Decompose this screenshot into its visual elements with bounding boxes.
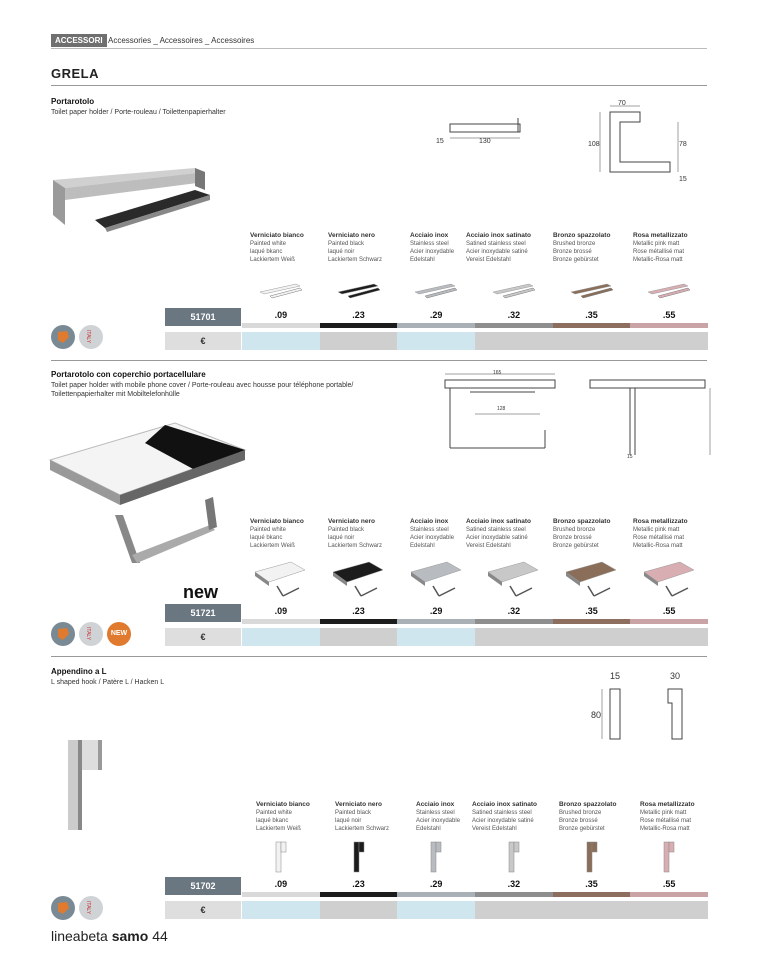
price-cell: .35 [585, 606, 598, 616]
price-row [242, 877, 708, 919]
price-cell: .29 [429, 310, 443, 320]
finish-color-bar [320, 323, 398, 328]
euro-label: € [165, 332, 241, 350]
price-cell: .23 [352, 606, 365, 616]
product-code: 51702 [165, 877, 241, 895]
euro-price-cell [475, 332, 553, 350]
dim-p1-c: 70 [618, 100, 626, 107]
price-cell: .32 [507, 310, 521, 320]
new-label: new [183, 582, 219, 602]
product-code: 51721 [165, 604, 241, 622]
product-2-subtitle-2: Toilettenpapierhalter mit Mobiltelefonhülle [51, 391, 180, 398]
finish-color-bar [320, 892, 398, 897]
euro-price-cell [475, 901, 553, 919]
header-divider [51, 48, 707, 49]
finish-thumbnail [489, 280, 539, 300]
finish-thumbnail [409, 560, 464, 600]
product-3-finish-thumbnails [242, 840, 708, 875]
badges [51, 325, 103, 349]
price-cell: .55 [662, 879, 676, 889]
euro-price-cell [397, 901, 475, 919]
italy-icon: ITALY [79, 896, 103, 920]
finish-thumbnail [334, 280, 384, 300]
price-cell: .55 [662, 310, 676, 320]
euro-price-cell [242, 628, 320, 646]
section-subtitle: Accessories _ Accessoires _ Accessoires [108, 36, 255, 45]
finish-header: Acciaio inox Stainless steel Acier inoxydable Edelstahl [410, 518, 455, 549]
product-2-finish-thumbnails [242, 560, 708, 600]
map-icon [51, 325, 75, 349]
price-cell: .29 [429, 879, 443, 889]
finish-header: Acciaio inox Stainless steel Acier inoxydable Edelstahl [416, 801, 461, 832]
page-number: 44 [152, 928, 168, 944]
finish-header: Acciaio inox satinato Satined stainless steel Acier inoxydable satiné Vereist Edelstahl [472, 801, 538, 832]
section-divider [51, 656, 707, 657]
finish-color-bar [397, 619, 475, 624]
section-tag: ACCESSORI [51, 34, 107, 47]
euro-price-cell [397, 628, 475, 646]
product-2-dimension-drawing [425, 370, 715, 465]
finish-color-bar [475, 323, 553, 328]
dim-p1-e: 78 [679, 141, 687, 148]
euro-label: € [165, 628, 241, 646]
finish-header: Rosa metallizzato Metallic pink matt Rose métallisé mat Metallic-Rosa matt [633, 518, 688, 549]
finish-thumbnail [428, 840, 444, 874]
finish-color-bar [242, 619, 320, 624]
price-cell: .09 [274, 879, 288, 889]
price-cell: .32 [507, 606, 521, 616]
map-icon [51, 622, 75, 646]
price-cell: .35 [585, 879, 598, 889]
finish-thumbnail [411, 280, 461, 300]
finish-header: Bronzo spazzolato Brushed bronze Bronze brossé Bronze gebürstet [553, 518, 611, 549]
italy-icon: ITALY [79, 325, 103, 349]
dim-p1-f: 15 [679, 176, 687, 183]
finish-thumbnail [273, 840, 289, 874]
finish-thumbnail [564, 560, 619, 600]
price-cell: .23 [352, 310, 365, 320]
product-3-image [60, 735, 110, 835]
dim-p2-c: 15 [627, 454, 633, 460]
collection-divider [51, 85, 707, 86]
price-cell: .23 [352, 879, 365, 889]
product-1-dimension-drawing [430, 100, 710, 190]
product-2-title: Portarotolo con coperchio portacellulare [51, 370, 206, 379]
product-1-image [45, 160, 220, 235]
finish-header: Verniciato bianco Painted white laqué bkanc Lackiertem Weiß [250, 518, 304, 549]
euro-label: € [165, 901, 241, 919]
product-2-subtitle-1: Toilet paper holder with mobile phone cover / Porte-rouleau avec housse pour téléphone portable/ [51, 382, 354, 389]
finish-header: Verniciato bianco Painted white laqué bkanc Lackiertem Weiß [256, 801, 310, 832]
finish-thumbnail [584, 840, 600, 874]
euro-price-cell [242, 901, 320, 919]
euro-price-cell [630, 332, 708, 350]
euro-price-cell [630, 901, 708, 919]
price-row [242, 308, 708, 350]
finish-color-bar [242, 323, 320, 328]
dim-p1-b: 130 [479, 138, 491, 145]
product-3-title: Appendino a L [51, 667, 107, 676]
product-3-subtitle: L shaped hook / Patère L / Hacken L [51, 679, 165, 686]
map-icon [51, 896, 75, 920]
euro-price-cell [320, 901, 398, 919]
euro-price-cell [553, 628, 631, 646]
finish-header: Verniciato bianco Painted white laqué bkanc Lackiertem Weiß [250, 232, 304, 263]
euro-price-cell [320, 332, 398, 350]
price-cell: .35 [585, 310, 598, 320]
product-1-finish-thumbnails [242, 280, 708, 300]
price-cell: .32 [507, 879, 521, 889]
finish-header: Acciaio inox satinato Satined stainless steel Acier inoxydable satiné Vereist Edelstahl [466, 518, 532, 549]
dim-p3-c: 80 [591, 710, 602, 720]
euro-price-cell [397, 332, 475, 350]
price-cell: .09 [274, 606, 288, 616]
finish-header: Bronzo spazzolato Brushed bronze Bronze brossé Bronze gebürstet [553, 232, 611, 263]
product-code: 51701 [165, 308, 241, 326]
finish-color-bar [630, 619, 708, 624]
italy-icon: ITALY [79, 622, 103, 646]
product-2-image [45, 415, 255, 575]
finish-header: Verniciato nero Painted black laqué noir Lackiertem Schwarz [328, 518, 383, 549]
finish-color-bar [397, 892, 475, 897]
finish-color-bar [553, 323, 631, 328]
finish-thumbnail [644, 280, 694, 300]
euro-price-cell [475, 628, 553, 646]
badges [51, 622, 131, 646]
finish-header: Verniciato nero Painted black laqué noir Lackiertem Schwarz [335, 801, 390, 832]
euro-price-cell [553, 901, 631, 919]
section-divider [51, 360, 707, 361]
finish-color-bar [320, 619, 398, 624]
finish-color-bar [475, 619, 553, 624]
dim-p2-b: 128 [497, 406, 506, 412]
finish-header: Verniciato nero Painted black laqué noir Lackiertem Schwarz [328, 232, 383, 263]
euro-price-cell [242, 332, 320, 350]
finish-thumbnail [506, 840, 522, 874]
price-cell: .55 [662, 606, 676, 616]
finish-color-bar [630, 892, 708, 897]
finish-color-bar [553, 892, 631, 897]
new-badge: NEW [107, 622, 131, 646]
dim-p3-a: 15 [610, 671, 621, 681]
footer-brand: lineabeta samo 44 [51, 928, 168, 944]
euro-price-cell [553, 332, 631, 350]
finish-header: Bronzo spazzolato Brushed bronze Bronze brossé Bronze gebürstet [559, 801, 617, 832]
dim-p1-a: 15 [436, 138, 444, 145]
finish-color-bar [242, 892, 320, 897]
finish-color-bar [630, 323, 708, 328]
finish-thumbnail [253, 560, 308, 600]
finish-thumbnail [331, 560, 386, 600]
finish-thumbnail [351, 840, 367, 874]
collection-title: GRELA [51, 66, 99, 81]
euro-price-cell [320, 628, 398, 646]
finish-thumbnail [256, 280, 306, 300]
dim-p2-a: 165 [493, 370, 502, 376]
finish-thumbnail [661, 840, 677, 874]
finish-header: Rosa metallizzato Metallic pink matt Rose métallisé mat Metallic-Rosa matt [640, 801, 695, 832]
product-3-dimension-drawing [590, 675, 700, 745]
finish-header: Acciaio inox Stainless steel Acier inoxydable Edelstahl [410, 232, 455, 263]
finish-color-bar [553, 619, 631, 624]
finish-color-bar [475, 892, 553, 897]
dim-p3-b: 30 [670, 671, 681, 681]
price-cell: .29 [429, 606, 443, 616]
dim-p1-d: 108 [588, 141, 600, 148]
finish-thumbnail [642, 560, 697, 600]
finish-header: Acciaio inox satinato Satined stainless steel Acier inoxydable satiné Vereist Edelstahl [466, 232, 532, 263]
product-1-title: Portarotolo [51, 97, 95, 106]
finish-header: Rosa metallizzato Metallic pink matt Rose métallisé mat Metallic-Rosa matt [633, 232, 688, 263]
finish-thumbnail [486, 560, 541, 600]
finish-color-bar [397, 323, 475, 328]
euro-price-cell [630, 628, 708, 646]
product-1-subtitle: Toilet paper holder / Porte-rouleau / Toilettenpapierhalter [51, 109, 226, 116]
price-row [242, 604, 708, 646]
finish-thumbnail [567, 280, 617, 300]
price-cell: .09 [274, 310, 288, 320]
badges [51, 896, 103, 920]
